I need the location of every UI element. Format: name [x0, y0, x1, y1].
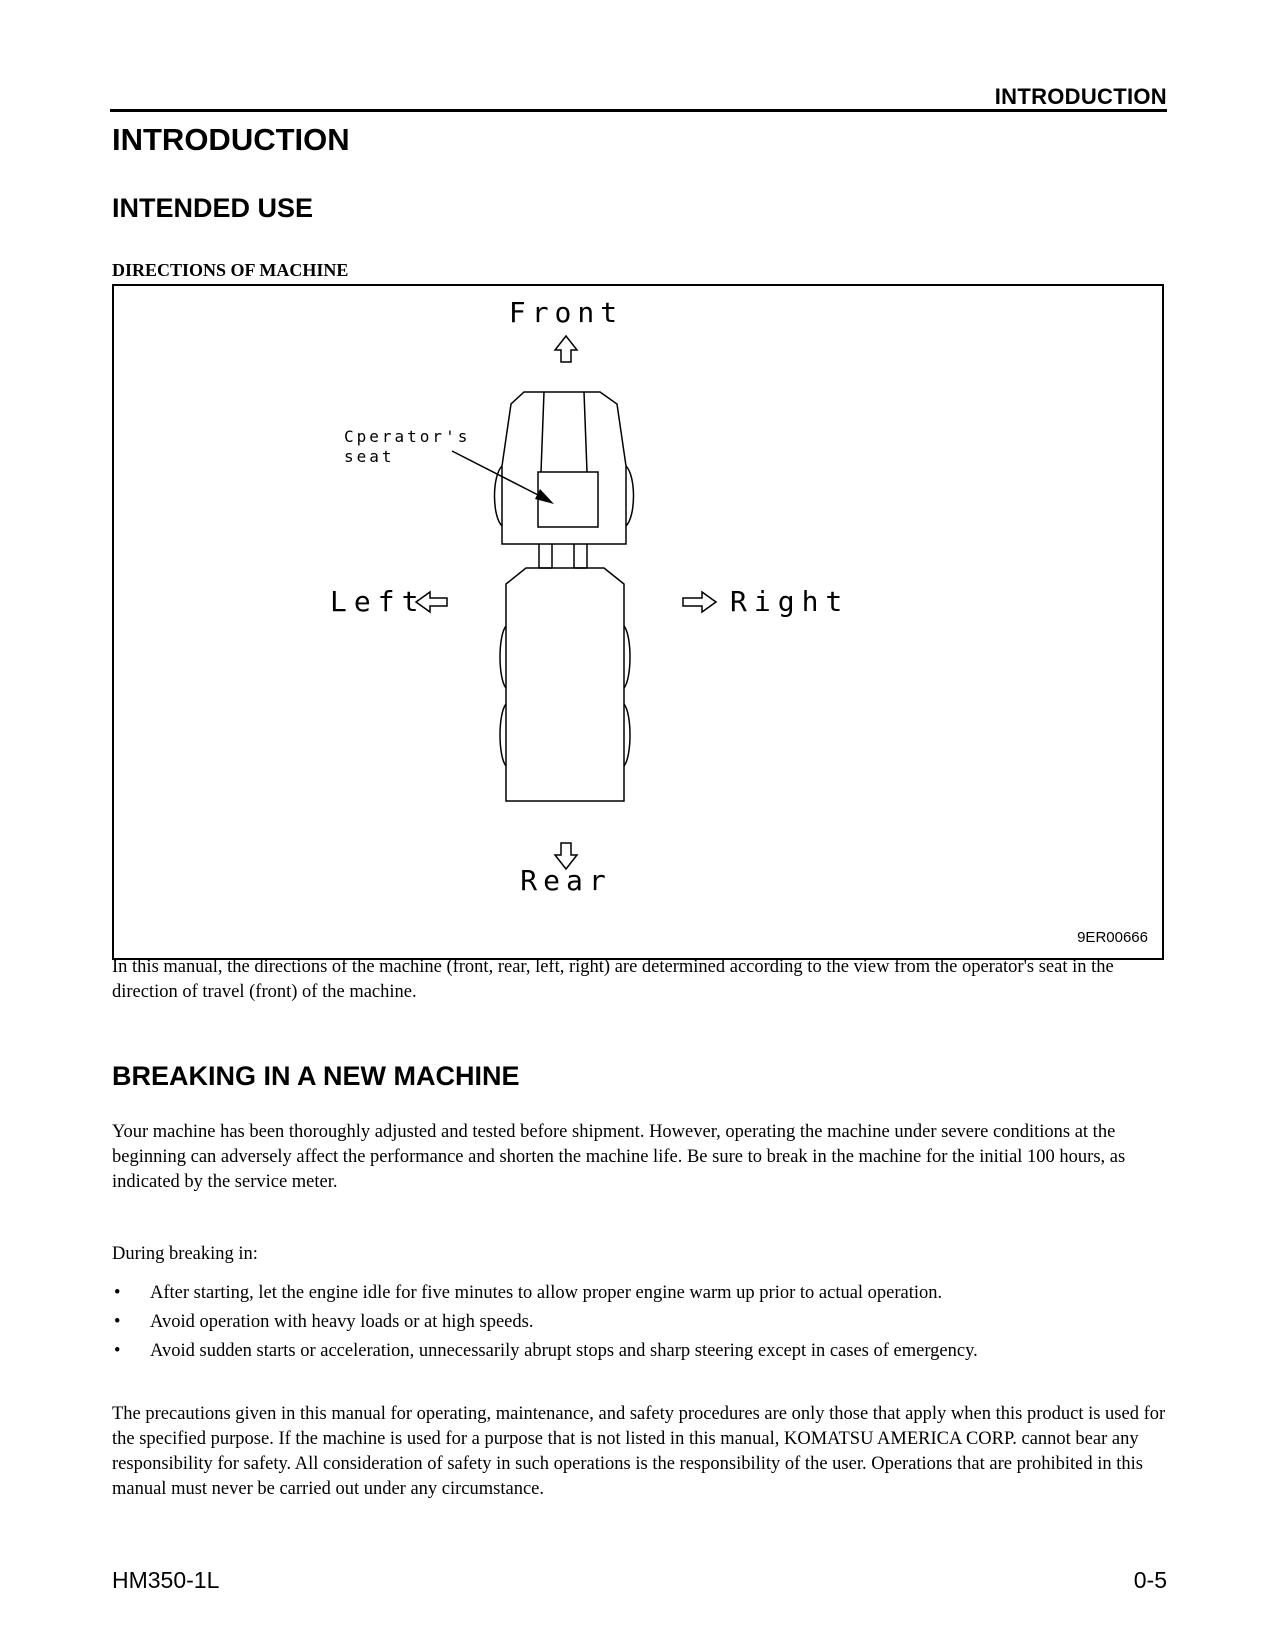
- tractor-body: [495, 392, 634, 544]
- right-label: Right: [730, 585, 850, 618]
- seat-leader-line: [452, 451, 546, 499]
- list-item: [112, 1337, 1172, 1366]
- footer-model: HM350-1L: [112, 1567, 220, 1593]
- dump-body: [500, 568, 630, 801]
- front-label: Front: [508, 296, 624, 329]
- left-label: Left: [330, 585, 426, 618]
- list-item-text: Avoid operation with heavy loads or at high speeds.: [150, 1312, 534, 1332]
- during-breaking-label: During breaking in:: [112, 1244, 258, 1264]
- directions-caption: In this manual, the directions of the machine (front, rear, left, right) are determined according to the view from the operator's seat in the direction of travel (front) of the machine.: [112, 957, 1114, 1002]
- list-item: [112, 1308, 1172, 1337]
- list-item: [112, 1279, 1172, 1308]
- breaking-in-heading: BREAKING IN A NEW MACHINE: [112, 1061, 520, 1091]
- list-item-text: After starting, let the engine idle for five minutes to allow proper engine warm up prior to actual operation.: [150, 1283, 943, 1303]
- footer-page-number: 0-5: [1133, 1567, 1167, 1593]
- list-item-text: Avoid sudden starts or acceleration, unnecessarily abrupt stops and sharp steering except in cases of emergency.: [150, 1341, 978, 1361]
- articulation-hitch: [539, 544, 587, 568]
- precautions-paragraph: The precautions given in this manual for operating, maintenance, and safety procedures are only those that apply when this product is used for the specified purpose. If the machine is used for a purpose that is not listed in this manual, KOMATSU AMERICA CORP. cannot bear any responsibility for safety. All consideration of safety in such operations is the responsibility of the user. Operations that are prohibited in this manual must never be carried out under any circumstance.: [112, 1404, 1166, 1499]
- right-arrow-icon: [683, 592, 716, 612]
- figure-id: 9ER00666: [1077, 929, 1148, 946]
- seat-label-line2: seat: [344, 447, 395, 466]
- directions-figure: [112, 284, 1164, 960]
- directions-subheading: DIRECTIONS OF MACHINE: [112, 260, 349, 280]
- machine-diagram: [114, 286, 1162, 958]
- front-arrow-icon: [555, 336, 577, 362]
- bullet-icon: •: [114, 1283, 121, 1303]
- bullet-icon: •: [114, 1341, 121, 1361]
- page-title: INTRODUCTION: [112, 122, 350, 157]
- seat-label-line1: Cperator's: [344, 427, 471, 446]
- intended-use-heading: INTENDED USE: [112, 193, 314, 223]
- bullet-icon: •: [114, 1312, 121, 1332]
- running-header: INTRODUCTION: [994, 84, 1167, 109]
- rear-label: Rear: [520, 864, 612, 897]
- breaking-in-list: [112, 1279, 1172, 1366]
- breaking-in-intro: Your machine has been thoroughly adjusted and tested before shipment. However, operating the machine under severe conditions at the beginning can adversely affect the performance and shorten the machine life. Be sure to break in the machine for the initial 100 hours, as indicated by the service meter.: [112, 1122, 1126, 1192]
- header-rule: [110, 109, 1167, 112]
